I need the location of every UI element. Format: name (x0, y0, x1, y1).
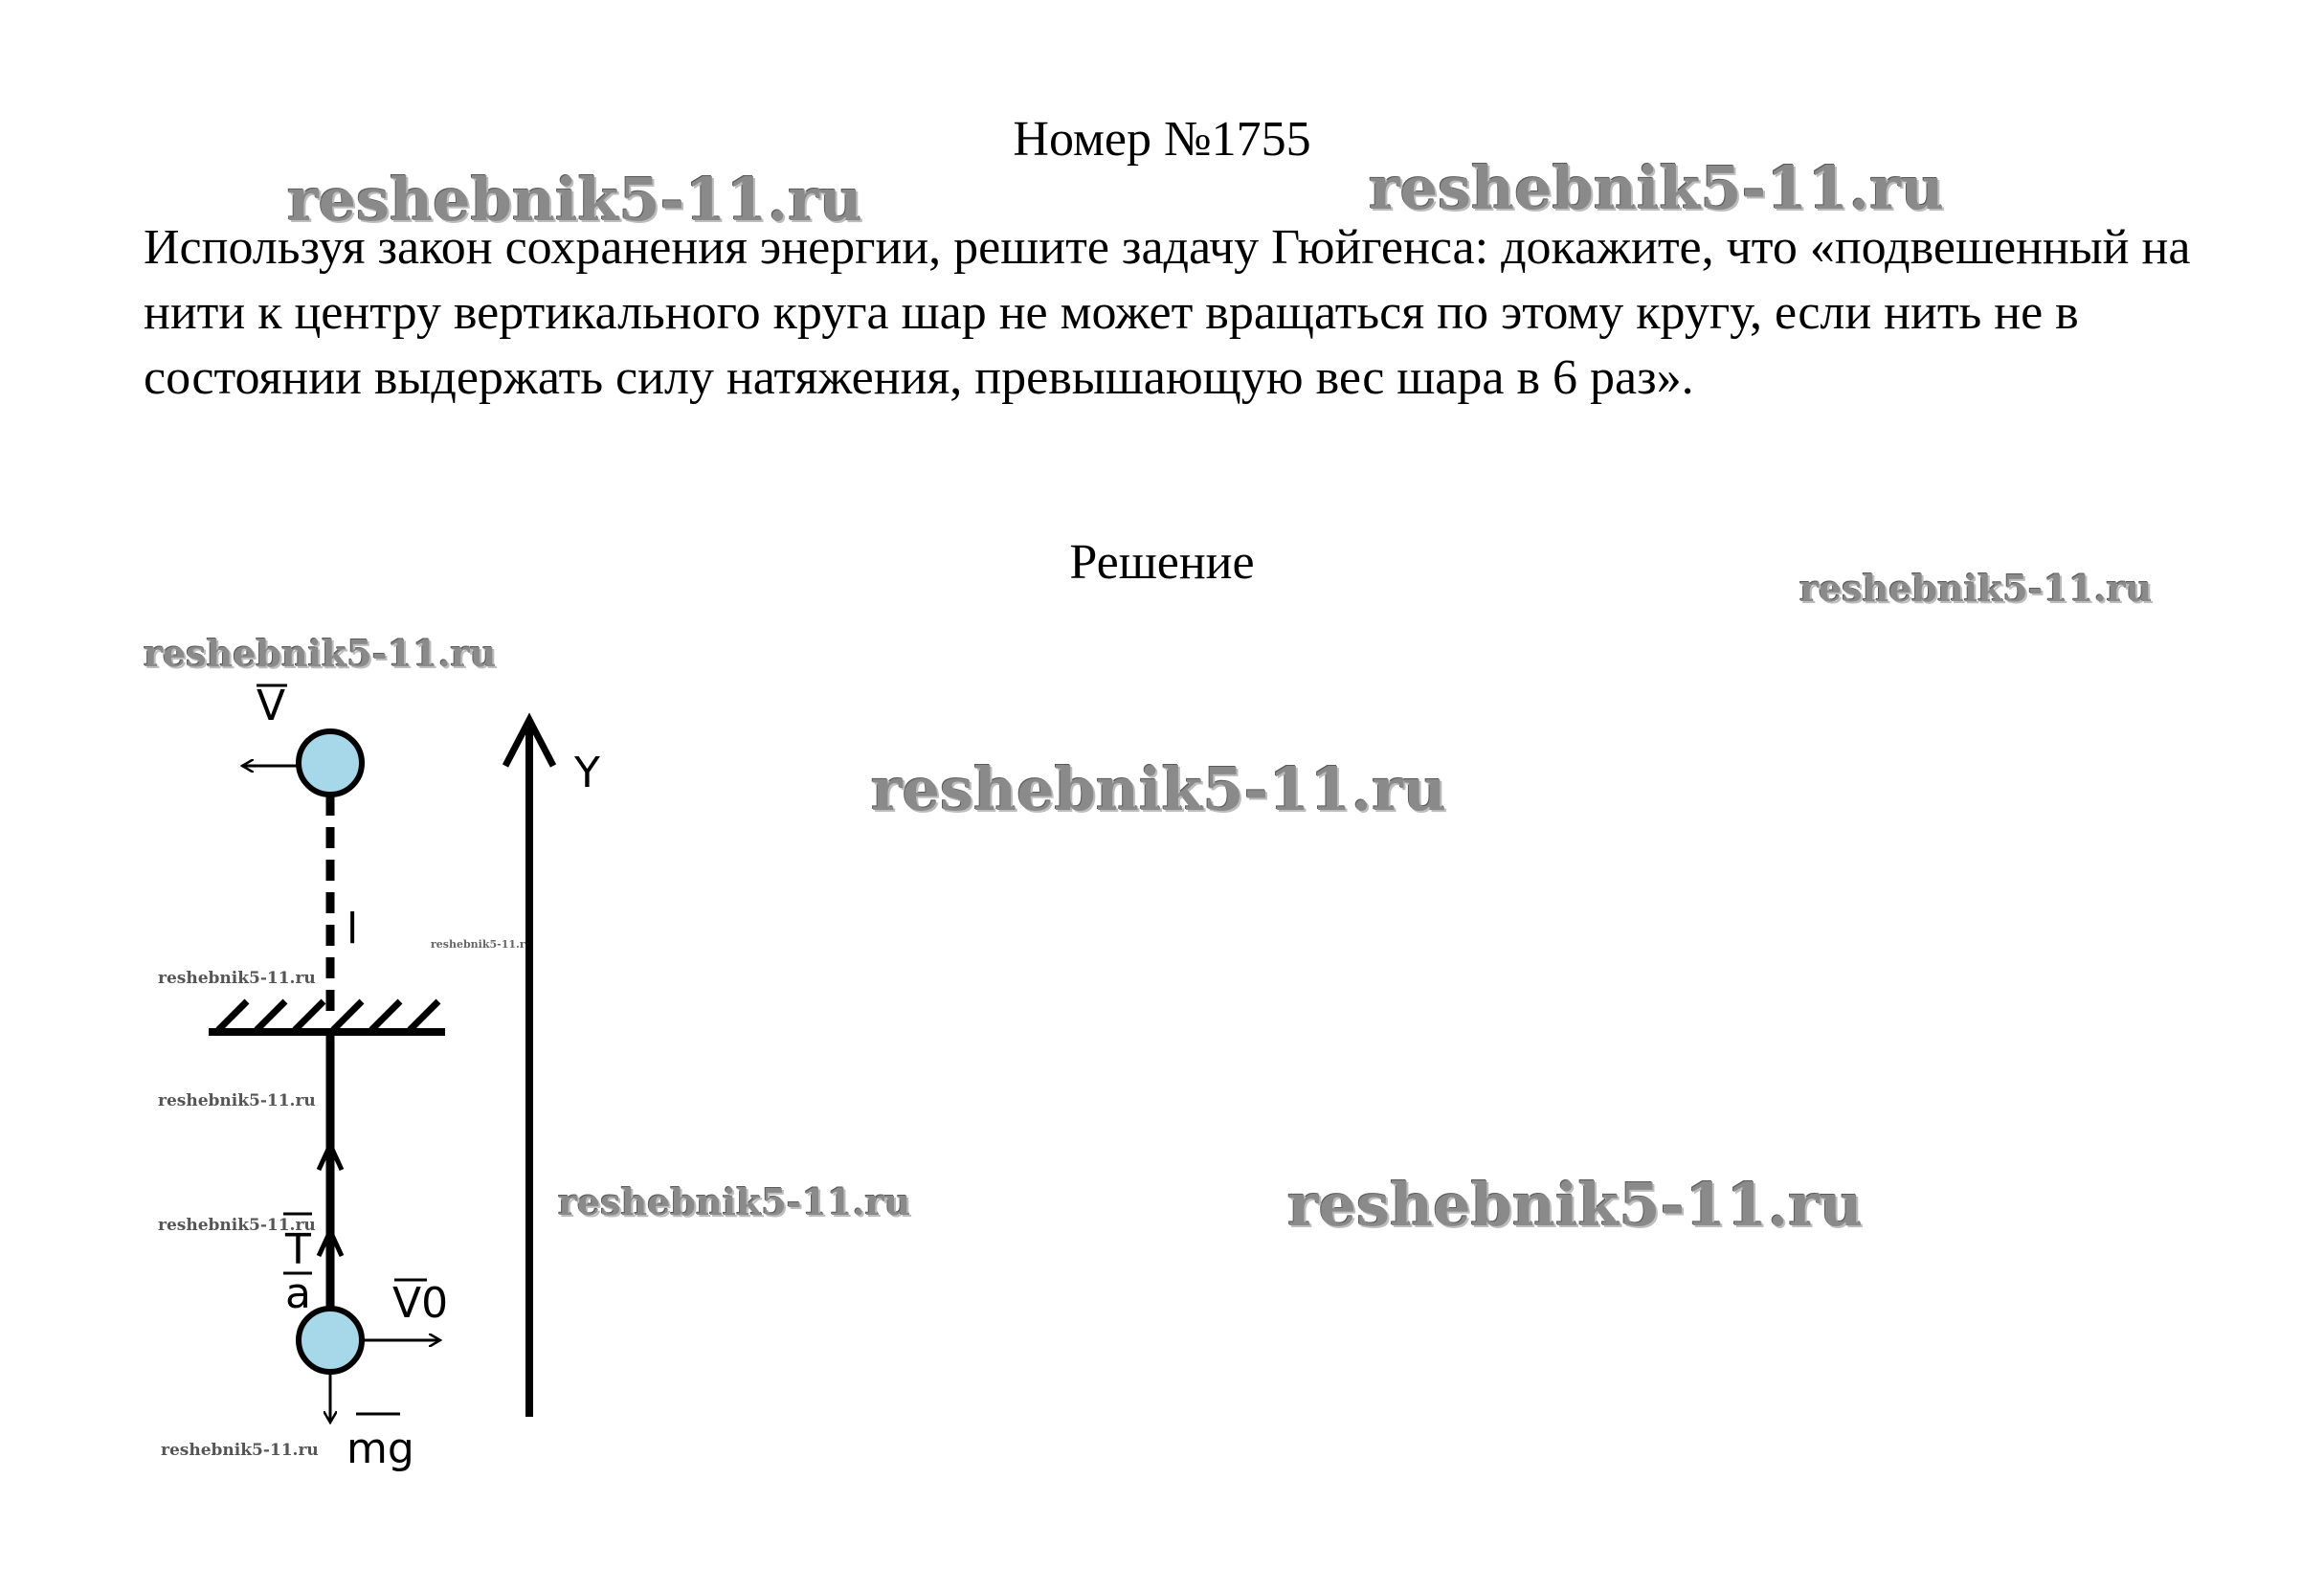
accel-label: a (285, 1269, 311, 1318)
watermark: reshebnik5-11.ru (558, 1180, 911, 1223)
watermark: reshebnik5-11.ru (158, 1091, 316, 1110)
velocity-bottom-label: V0 (392, 1279, 449, 1328)
watermark: reshebnik5-11.ru (1799, 567, 2153, 610)
weight-label: mg (346, 1424, 414, 1473)
y-axis-label: Y (574, 749, 600, 797)
watermark: reshebnik5-11.ru (144, 632, 497, 675)
length-label: l (346, 905, 359, 953)
page-title: Номер №1755 (1013, 112, 1311, 167)
tension-label: T (285, 1225, 311, 1274)
watermark: reshebnik5-11.ru (158, 969, 316, 988)
watermark: reshebnik5-11.ru (287, 165, 862, 235)
problem-statement: Используя закон сохранения энергии, решите задачу Гюйгенса: докажите, что «подвешенный на нити к центру вертикального круга шар не может вращаться по этому кругу, если нить не в состоянии выдержать силу натяжения, превышающую вес шара в 6 раз». (144, 220, 2191, 405)
ball-top (299, 731, 362, 795)
watermark: reshebnik5-11.ru (158, 1216, 316, 1235)
watermark: reshebnik5-11.ru (431, 938, 533, 951)
watermark: reshebnik5-11.ru (1369, 153, 1944, 223)
watermark: reshebnik5-11.ru (1287, 1170, 1863, 1240)
velocity-top-label: V (257, 682, 286, 730)
watermark: reshebnik5-11.ru (871, 754, 1446, 824)
watermark: reshebnik5-11.ru (161, 1441, 319, 1460)
solution-heading: Решение (1069, 535, 1255, 590)
